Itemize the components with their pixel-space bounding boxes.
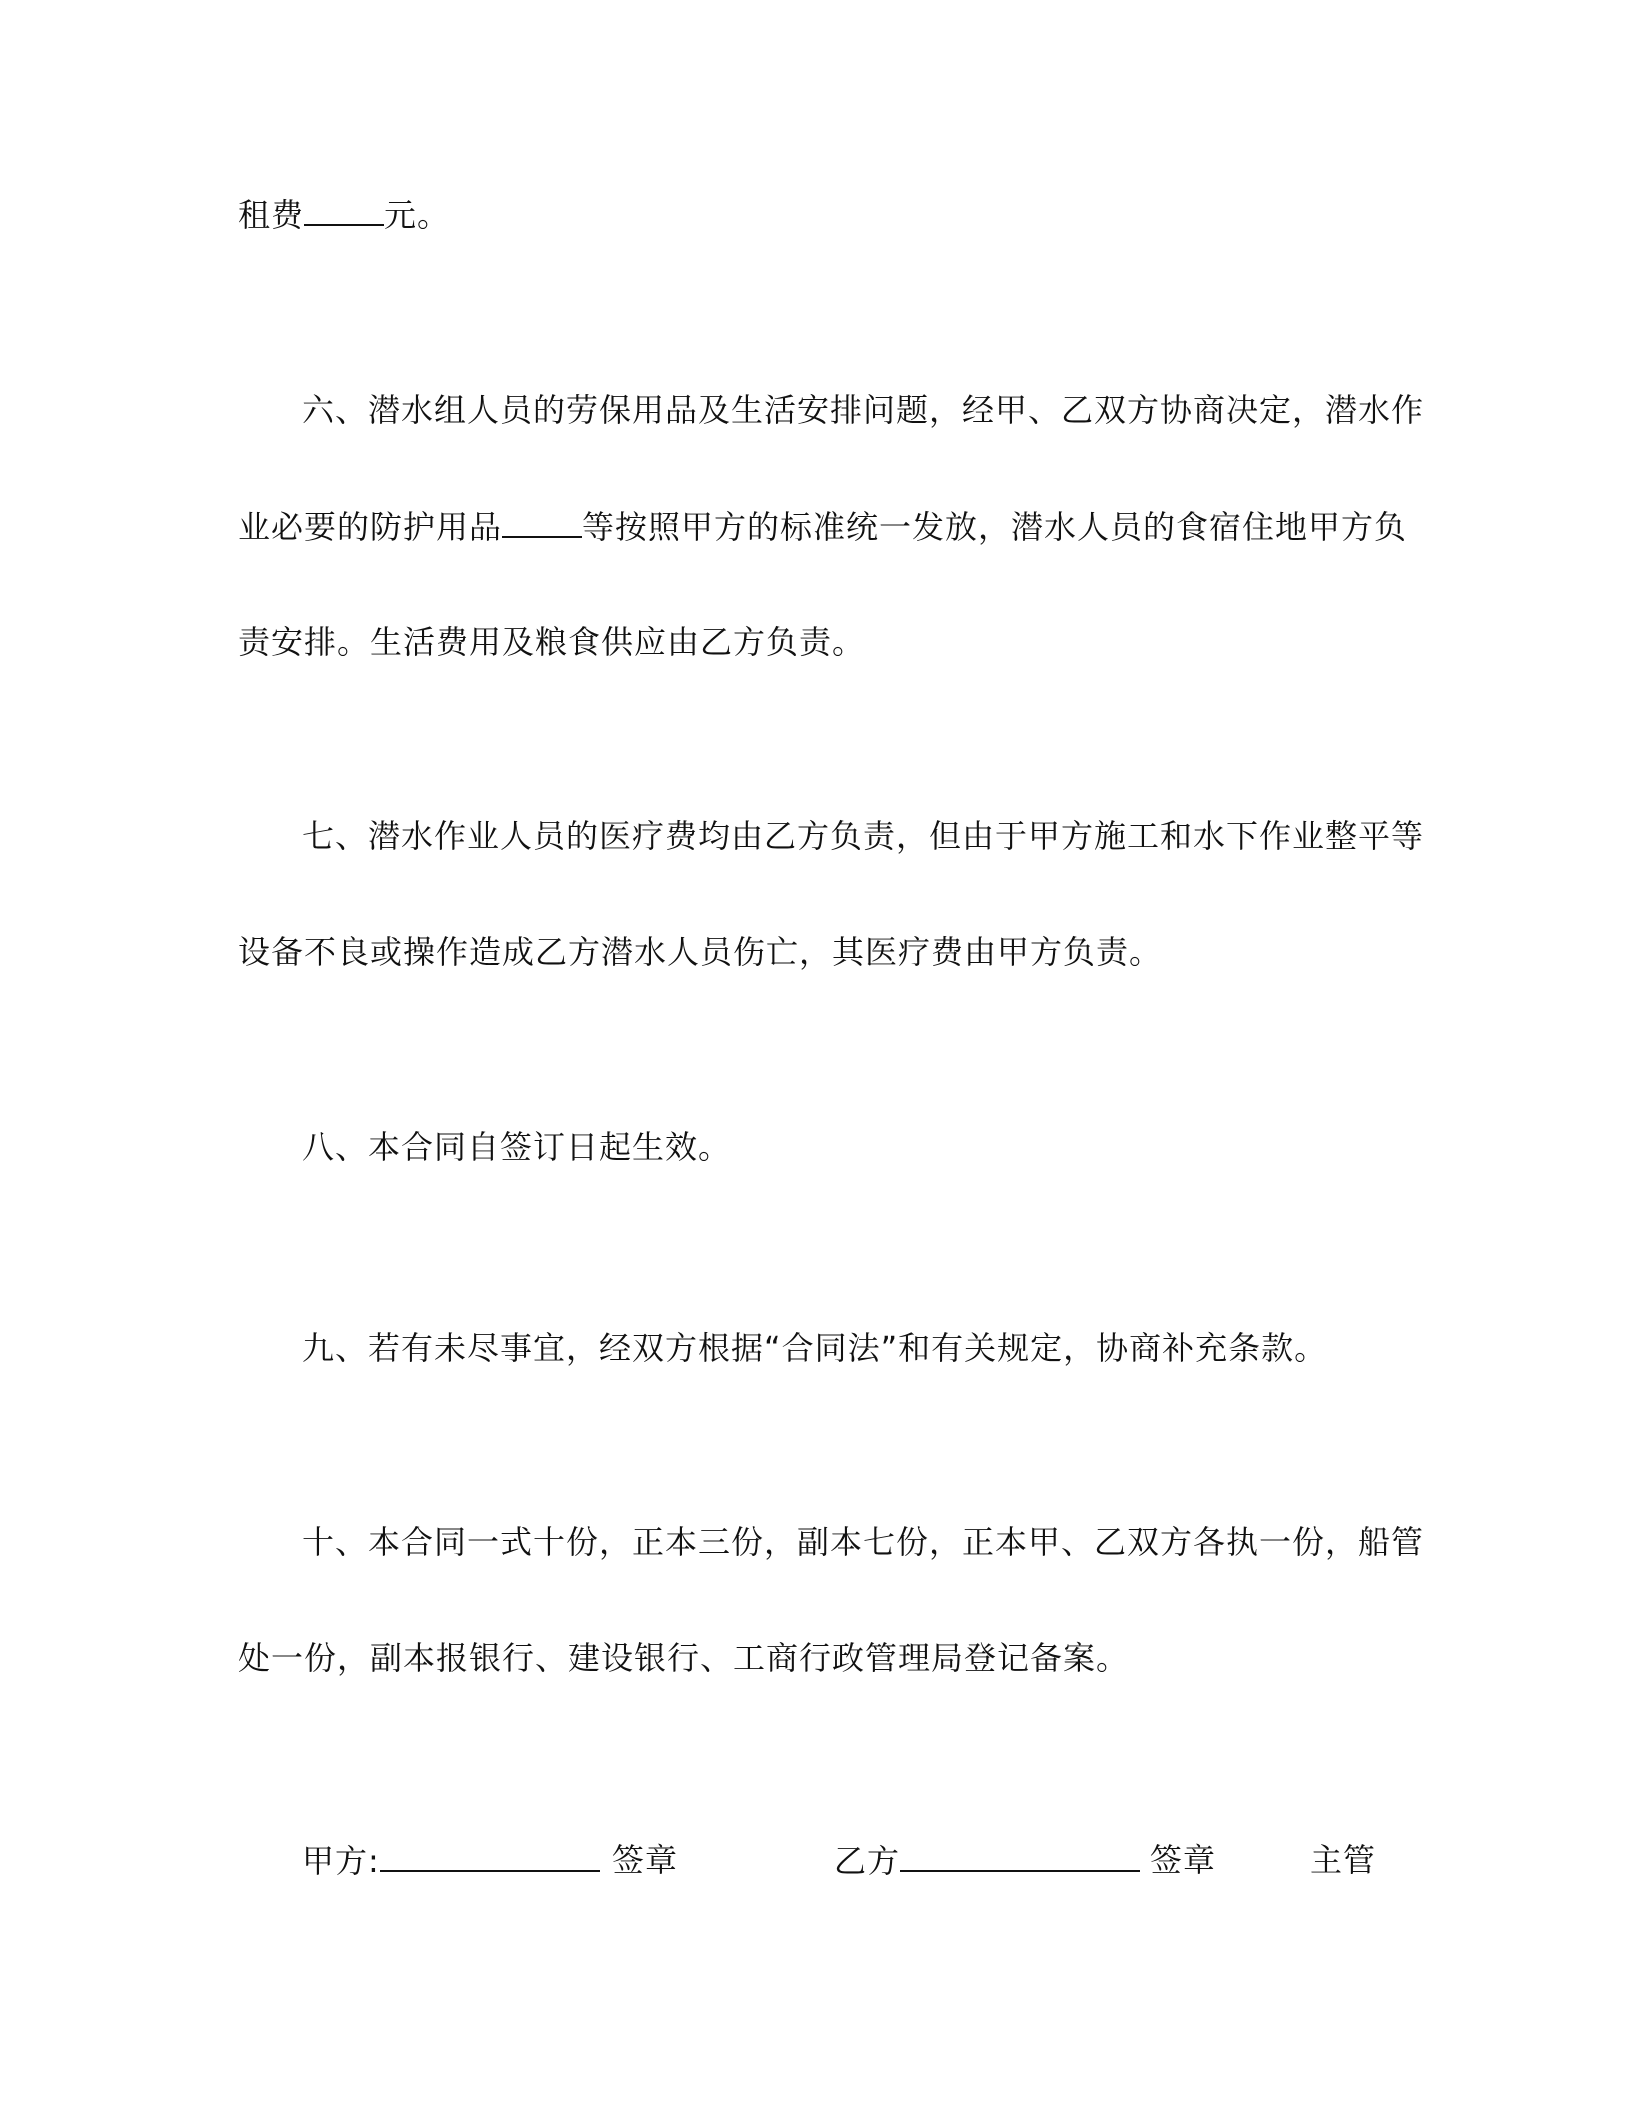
party-b-signature bbox=[834, 1840, 1140, 1881]
clause-7-line-1 bbox=[302, 816, 1424, 856]
party-a-blank bbox=[380, 1840, 600, 1872]
clause-8-line bbox=[302, 1127, 731, 1167]
party-b-label: 乙方 bbox=[834, 1842, 901, 1880]
clause-7-line-2 bbox=[238, 932, 1162, 972]
supervisor-label: 主管 bbox=[1310, 1841, 1377, 1879]
rent-unit: 元。 bbox=[384, 196, 451, 234]
party-a-seal-label: 签章 bbox=[612, 1841, 679, 1879]
clause-10-text-2: 处一份，副本报银行、建设银行、工商行政管理局登记备案。 bbox=[238, 1639, 1130, 1677]
clause-7-text-1: 七、潜水作业人员的医疗费均由乙方负责，但由于甲方施工和水下作业整平等 bbox=[302, 817, 1425, 855]
party-a-signature bbox=[302, 1840, 600, 1881]
party-b-blank bbox=[900, 1840, 1140, 1872]
clause-6-text-2a: 业必要的防护用品 bbox=[238, 508, 503, 546]
party-a-seal bbox=[612, 1840, 678, 1880]
clause-6-text-3: 责安排。生活费用及粮食供应由乙方负责。 bbox=[238, 623, 866, 661]
clause-9-line bbox=[302, 1328, 1327, 1368]
clause-10-line-2 bbox=[238, 1638, 1129, 1678]
protective-gear-blank bbox=[502, 506, 582, 538]
clause-9-text: 九、若有未尽事宜，经双方根据“合同法”和有关规定，协商补充条款。 bbox=[302, 1329, 1328, 1367]
clause-6-text-2b: 等按照甲方的标准统一发放，潜水人员的食宿住地甲方负 bbox=[582, 508, 1408, 546]
party-b-seal bbox=[1150, 1840, 1216, 1880]
party-a-label: 甲方: bbox=[302, 1842, 380, 1880]
supervisor-signature bbox=[1310, 1840, 1376, 1880]
clause-8-text: 八、本合同自签订日起生效。 bbox=[302, 1128, 732, 1166]
party-b-seal-label: 签章 bbox=[1150, 1841, 1217, 1879]
rent-fee-label: 租费 bbox=[238, 196, 305, 234]
clause-10-text-1: 十、本合同一式十份，正本三份，副本七份，正本甲、乙双方各执一份，船管 bbox=[302, 1523, 1425, 1561]
clause-10-line-1 bbox=[302, 1522, 1424, 1562]
clause-6-line-3 bbox=[238, 622, 865, 662]
rent-amount-blank bbox=[304, 194, 384, 226]
clause-7-text-2: 设备不良或操作造成乙方潜水人员伤亡，其医疗费由甲方负责。 bbox=[238, 933, 1163, 971]
clause-6-line-1 bbox=[302, 390, 1424, 430]
rent-fee-line bbox=[238, 194, 450, 235]
clause-6-line-2 bbox=[238, 506, 1407, 547]
clause-6-text-1: 六、潜水组人员的劳保用品及生活安排问题，经甲、乙双方协商决定，潜水作 bbox=[302, 391, 1425, 429]
